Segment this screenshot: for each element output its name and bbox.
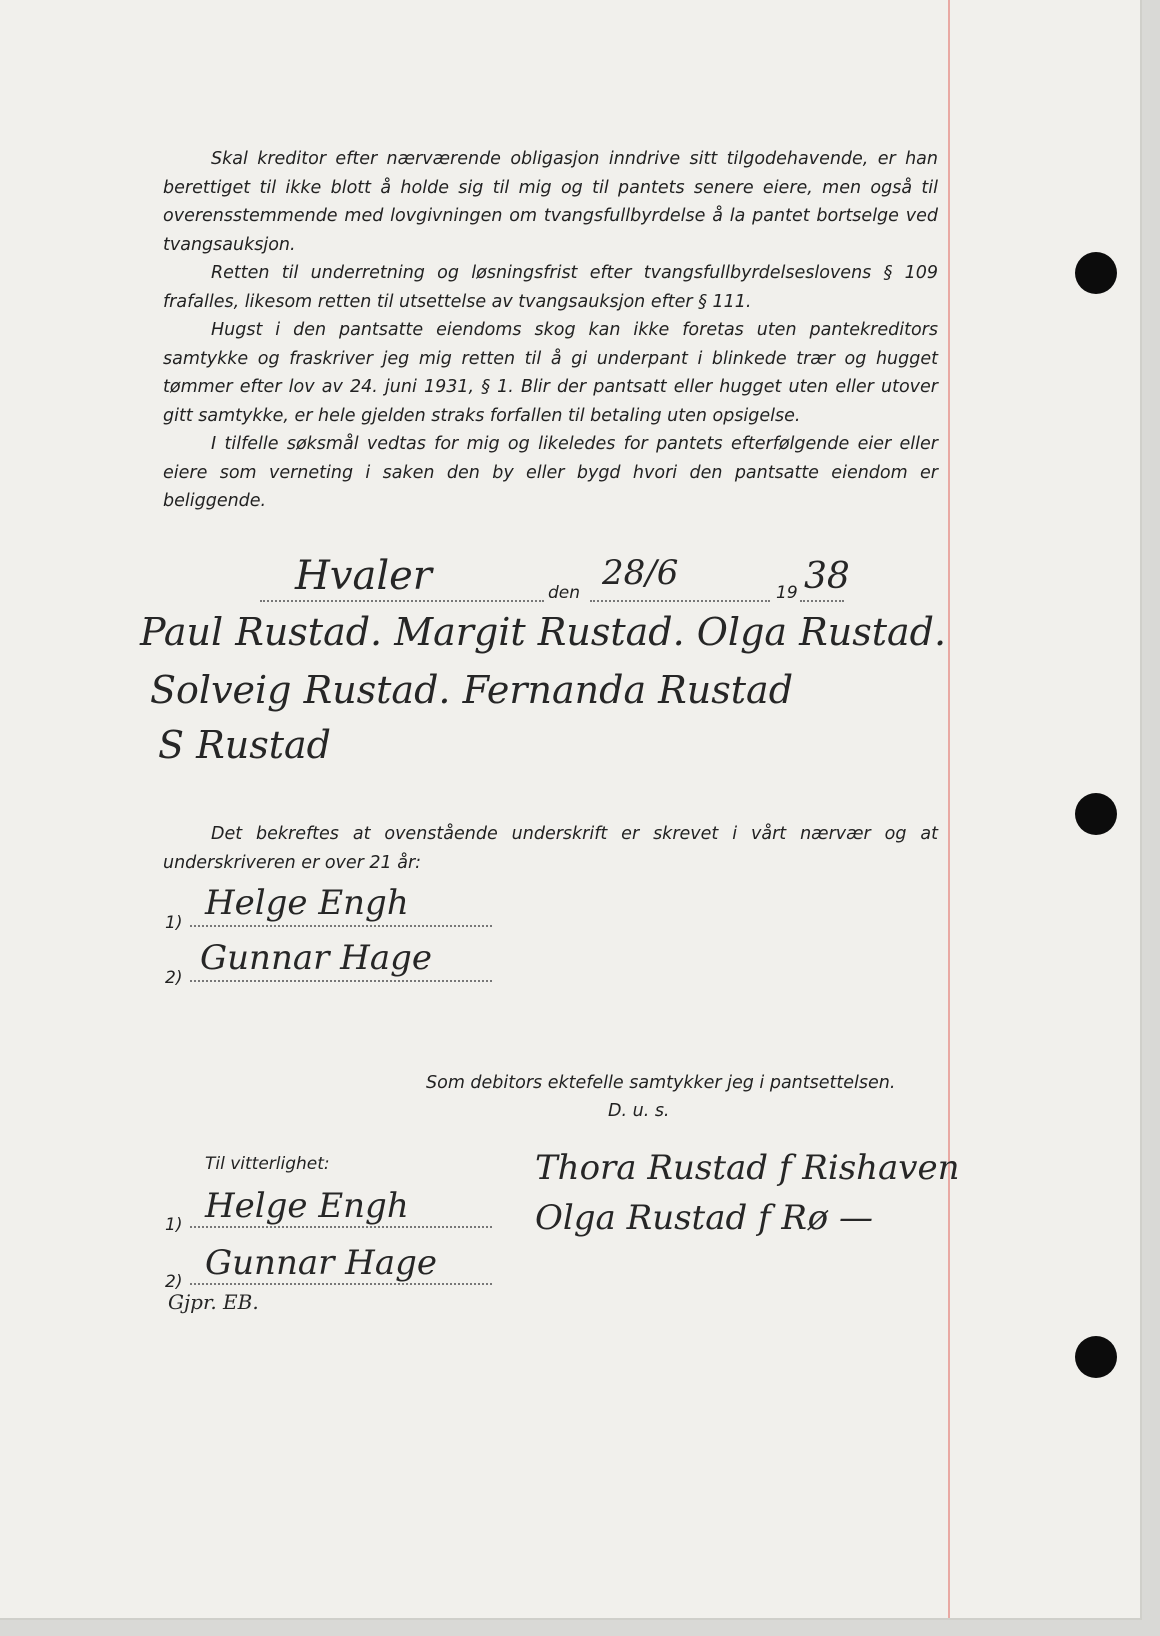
- punch-hole: [1075, 793, 1117, 835]
- place-line: [260, 600, 544, 602]
- witness-signature-1: Helge Engh: [205, 883, 409, 923]
- year-line: [800, 600, 844, 602]
- red-margin-line: [948, 0, 950, 1618]
- den-label: den: [548, 583, 581, 603]
- witness-number-2: 2): [165, 968, 183, 988]
- year-handwritten: 38: [804, 556, 850, 597]
- spouse-signature-2: Olga Rustad f Rø —: [535, 1198, 873, 1238]
- attestation-number-1: 1): [165, 1215, 183, 1235]
- place-handwritten: Hvaler: [295, 553, 432, 599]
- paragraph-notice-waiver: Retten til underretning og løsningsfrist efter tvangsfullbyrdelseslovens § 109 frafalles, likesom retten til utsettelse av tvangsauksjon efter § 111.: [163, 263, 938, 312]
- attestation-number-2: 2): [165, 1272, 183, 1292]
- signature-line-3: S Rustad: [158, 723, 331, 767]
- dus-label: D. u. s.: [608, 1101, 670, 1121]
- punch-hole: [1075, 1336, 1117, 1378]
- punch-hole: [1075, 252, 1117, 294]
- signature-line-2: Solveig Rustad. Fernanda Rustad: [150, 668, 794, 712]
- paragraph-venue: I tilfelle søksmål vedtas for mig og likeledes for pantets efterfølgende eier eller eiere som verneting i saken den by eller bygd hvori den pantsatte eiendom er beliggende.: [163, 434, 938, 511]
- witness-line-2: [190, 980, 492, 982]
- terms-text: [163, 145, 938, 516]
- margin-note: Gjpr. EB.: [168, 1290, 259, 1314]
- year-prefix: 19: [776, 583, 798, 603]
- paragraph-enforcement: Skal kreditor efter nærværende obligasjon inndrive sitt tilgodehavende, er han berettiget til ikke blott å holde sig til mig og til pantets senere eiere, men også til overensstemmende med lovgivningen om tvangsfullbyrdelse å la pantet bortselge ved tvangsauksjon.: [163, 149, 938, 255]
- attestation-signature-2: Gunnar Hage: [205, 1243, 437, 1283]
- witness-line-1: [190, 925, 492, 927]
- paragraph-logging: Hugst i den pantsatte eiendoms skog kan ikke foretas uten pantekreditors samtykke og fraskriver jeg mig retten til å gi underpant i blinkede trær og hugget tømmer efter lov av 24. juni 1931, § 1. Blir der pantsatt eller hugget uten eller utover gitt samtykke, er hele gjelden straks forfallen til betaling uten opsigelse.: [163, 320, 938, 426]
- attestation-signature-1: Helge Engh: [205, 1186, 409, 1226]
- attestation-label: Til vitterlighet:: [205, 1154, 330, 1174]
- spouse-consent-text: Som debitors ektefelle samtykker jeg i pantsettelsen.: [426, 1073, 896, 1093]
- witness-number-1: 1): [165, 913, 183, 933]
- attestation-line-1: [190, 1226, 492, 1228]
- witness-signature-2: Gunnar Hage: [200, 938, 432, 978]
- signature-line-1: Paul Rustad. Margit Rustad. Olga Rustad.: [140, 610, 947, 654]
- attestation-line-2: [190, 1283, 492, 1285]
- date-line: [590, 600, 770, 602]
- confirmation-text: Det bekreftes at ovenstående underskrift er skrevet i vårt nærvær og at underskriveren er over 21 år:: [163, 824, 938, 873]
- date-handwritten: 28/6: [602, 553, 679, 593]
- spouse-signature-1: Thora Rustad f Rishaven: [535, 1148, 960, 1188]
